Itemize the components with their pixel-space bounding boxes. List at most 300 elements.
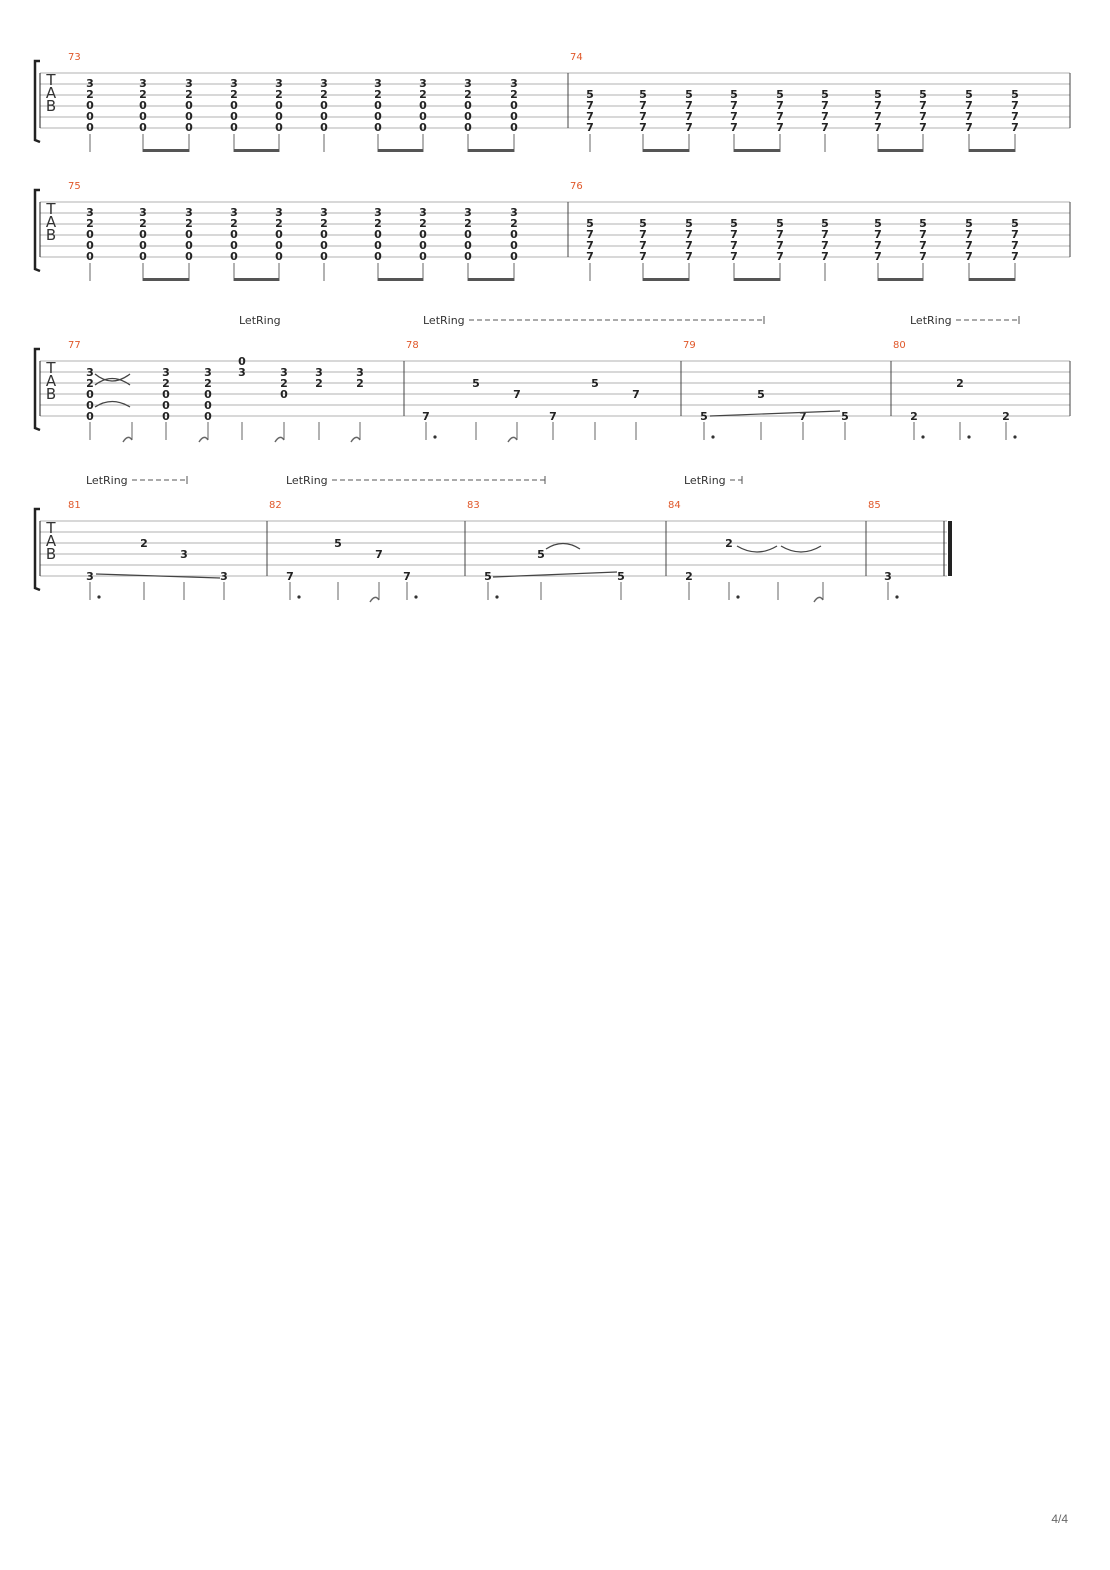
fret-number: 0	[275, 99, 283, 112]
final-barline-thick	[948, 521, 952, 576]
fret-number: 7	[286, 570, 294, 583]
fret-number: 7	[919, 110, 927, 123]
fret-number: 0	[275, 228, 283, 241]
fret-number: 5	[334, 537, 342, 550]
fret-number: 2	[510, 88, 518, 101]
fret-number: 5	[874, 88, 882, 101]
beam	[468, 278, 514, 281]
fret-number: 5	[685, 217, 693, 230]
fret-number: 2	[86, 217, 94, 230]
fret-number: 0	[86, 110, 94, 123]
fret-number: 0	[139, 99, 147, 112]
fret-number: 0	[320, 121, 328, 134]
fret-number: 5	[730, 217, 738, 230]
measure-number: 79	[683, 340, 696, 351]
fret-number: 2	[510, 217, 518, 230]
fret-number: 5	[965, 88, 973, 101]
fret-number: 5	[919, 217, 927, 230]
fret-number: 3	[320, 77, 328, 90]
fret-number: 0	[162, 410, 170, 423]
fret-number: 0	[419, 121, 427, 134]
fret-number: 0	[162, 388, 170, 401]
beam	[878, 278, 923, 281]
duration-dot	[736, 595, 739, 598]
fret-number: 7	[874, 99, 882, 112]
fret-number: 0	[320, 239, 328, 252]
fret-number: 0	[464, 228, 472, 241]
fret-number: 7	[685, 228, 693, 241]
note-flag	[814, 597, 823, 602]
fret-number: 5	[919, 88, 927, 101]
fret-number: 2	[139, 88, 147, 101]
fret-number: 2	[956, 377, 964, 390]
beam	[734, 149, 780, 152]
fret-number: 0	[464, 250, 472, 263]
fret-number: 0	[320, 250, 328, 263]
fret-number: 2	[725, 537, 733, 550]
measure-number: 74	[570, 52, 583, 63]
fret-number: 0	[230, 110, 238, 123]
fret-number: 5	[841, 410, 849, 423]
fret-number: 3	[464, 206, 472, 219]
fret-number: 5	[591, 377, 599, 390]
fret-number: 0	[86, 250, 94, 263]
fret-number: 3	[510, 77, 518, 90]
tab-clef-letter: B	[45, 226, 57, 244]
fret-number: 0	[204, 399, 212, 412]
fret-number: 5	[965, 217, 973, 230]
fret-number: 0	[162, 399, 170, 412]
fret-number: 2	[204, 377, 212, 390]
fret-number: 7	[965, 250, 973, 263]
fret-number: 7	[549, 410, 557, 423]
fret-number: 7	[874, 239, 882, 252]
fret-number: 2	[162, 377, 170, 390]
fret-number: 2	[685, 570, 693, 583]
duration-dot	[711, 435, 714, 438]
fret-number: 3	[280, 366, 288, 379]
fret-number: 7	[685, 121, 693, 134]
tab-clef-letter: A	[45, 532, 57, 550]
fret-number: 3	[230, 77, 238, 90]
fret-number: 0	[86, 399, 94, 412]
fret-number: 7	[422, 410, 430, 423]
fret-number: 2	[230, 88, 238, 101]
tab-clef-letter: T	[46, 519, 56, 537]
beam	[734, 278, 780, 281]
fret-number: 0	[139, 239, 147, 252]
fret-number: 0	[275, 110, 283, 123]
system-bracket	[35, 61, 40, 142]
fret-number: 3	[139, 206, 147, 219]
fret-number: 3	[275, 206, 283, 219]
fret-number: 2	[86, 377, 94, 390]
fret-number: 5	[776, 217, 784, 230]
slide-line	[710, 411, 840, 416]
fret-number: 5	[685, 88, 693, 101]
fret-number: 3	[204, 366, 212, 379]
fret-number: 3	[510, 206, 518, 219]
fret-number: 0	[86, 99, 94, 112]
fret-number: 7	[586, 228, 594, 241]
note-flag	[370, 597, 379, 602]
beam	[234, 149, 279, 152]
fret-number: 7	[1011, 228, 1019, 241]
fret-number: 7	[874, 110, 882, 123]
fret-number: 0	[204, 388, 212, 401]
system-bracket	[35, 349, 40, 430]
fret-number: 5	[537, 548, 545, 561]
tab-system-3	[35, 349, 1070, 442]
letring-label: LetRing	[684, 474, 726, 487]
tie-arc	[95, 374, 130, 381]
fret-number: 7	[776, 110, 784, 123]
fret-number: 5	[874, 217, 882, 230]
fret-number: 0	[275, 239, 283, 252]
fret-number: 3	[884, 570, 892, 583]
fret-number: 7	[874, 121, 882, 134]
fret-number: 2	[140, 537, 148, 550]
letring-label: LetRing	[86, 474, 128, 487]
fret-number: 7	[1011, 110, 1019, 123]
fret-number: 0	[139, 250, 147, 263]
beam	[643, 149, 689, 152]
fret-number: 3	[356, 366, 364, 379]
fret-number: 7	[919, 250, 927, 263]
fret-number: 5	[586, 217, 594, 230]
fret-number: 0	[230, 121, 238, 134]
fret-number: 0	[275, 121, 283, 134]
letring-label: LetRing	[286, 474, 328, 487]
fret-number: 0	[320, 228, 328, 241]
fret-number: 3	[86, 206, 94, 219]
fret-number: 0	[86, 410, 94, 423]
fret-number: 7	[965, 99, 973, 112]
letring-label: LetRing	[239, 314, 281, 327]
fret-number: 5	[639, 217, 647, 230]
beam	[643, 278, 689, 281]
measure-number: 81	[68, 500, 81, 511]
beam	[143, 278, 189, 281]
fret-number: 7	[821, 228, 829, 241]
fret-number: 5	[821, 88, 829, 101]
fret-number: 7	[586, 99, 594, 112]
beam	[969, 149, 1015, 152]
fret-number: 3	[162, 366, 170, 379]
fret-number: 5	[1011, 217, 1019, 230]
fret-number: 5	[639, 88, 647, 101]
fret-number: 0	[510, 250, 518, 263]
fret-number: 2	[1002, 410, 1010, 423]
fret-number: 7	[821, 99, 829, 112]
fret-number: 0	[510, 239, 518, 252]
duration-dot	[967, 435, 970, 438]
fret-number: 5	[730, 88, 738, 101]
fret-number: 3	[230, 206, 238, 219]
note-flag	[199, 437, 208, 442]
measure-number: 73	[68, 52, 81, 63]
tab-clef-letter: B	[45, 385, 57, 403]
fret-number: 7	[639, 121, 647, 134]
tab-clef-letter: A	[45, 213, 57, 231]
tab-clef-letter: B	[45, 545, 57, 563]
fret-number: 7	[821, 250, 829, 263]
fret-number: 0	[510, 110, 518, 123]
fret-number: 5	[821, 217, 829, 230]
fret-number: 2	[275, 88, 283, 101]
fret-number: 0	[185, 239, 193, 252]
fret-number: 7	[919, 99, 927, 112]
fret-number: 2	[315, 377, 323, 390]
note-flag	[275, 437, 284, 442]
fret-number: 7	[586, 121, 594, 134]
fret-number: 3	[275, 77, 283, 90]
duration-dot	[297, 595, 300, 598]
fret-number: 0	[230, 99, 238, 112]
fret-number: 0	[280, 388, 288, 401]
fret-number: 0	[185, 99, 193, 112]
fret-number: 0	[139, 121, 147, 134]
fret-number: 5	[757, 388, 765, 401]
fret-number: 7	[965, 121, 973, 134]
fret-number: 0	[374, 250, 382, 263]
tie-arc	[95, 402, 130, 408]
fret-number: 7	[586, 110, 594, 123]
fret-number: 7	[776, 121, 784, 134]
system-bracket	[35, 509, 40, 590]
fret-number: 7	[685, 250, 693, 263]
fret-number: 7	[919, 228, 927, 241]
fret-number: 0	[230, 239, 238, 252]
beam	[378, 278, 423, 281]
fret-number: 0	[185, 121, 193, 134]
fret-number: 0	[86, 228, 94, 241]
duration-dot	[495, 595, 498, 598]
fret-number: 0	[230, 250, 238, 263]
fret-number: 3	[86, 570, 94, 583]
fret-number: 0	[139, 110, 147, 123]
fret-number: 0	[275, 250, 283, 263]
fret-number: 7	[776, 228, 784, 241]
fret-number: 7	[776, 239, 784, 252]
tab-clef-letter: A	[45, 372, 57, 390]
fret-number: 0	[419, 99, 427, 112]
tab-clef-letter: A	[45, 84, 57, 102]
fret-number: 3	[320, 206, 328, 219]
fret-number: 0	[86, 121, 94, 134]
fret-number: 5	[776, 88, 784, 101]
fret-number: 3	[185, 77, 193, 90]
tab-clef-letter: T	[46, 71, 56, 89]
fret-number: 7	[821, 121, 829, 134]
fret-number: 0	[374, 121, 382, 134]
fret-number: 5	[617, 570, 625, 583]
fret-number: 7	[919, 239, 927, 252]
fret-number: 7	[1011, 250, 1019, 263]
beam	[143, 149, 189, 152]
fret-number: 0	[185, 228, 193, 241]
tie-arc	[737, 546, 777, 552]
fret-number: 7	[965, 239, 973, 252]
measure-number: 77	[68, 340, 81, 351]
fret-number: 2	[419, 88, 427, 101]
fret-number: 2	[275, 217, 283, 230]
fret-number: 7	[821, 110, 829, 123]
fret-number: 7	[965, 110, 973, 123]
tie-arc	[546, 544, 580, 550]
fret-number: 0	[374, 99, 382, 112]
fret-number: 0	[204, 410, 212, 423]
fret-number: 7	[639, 239, 647, 252]
fret-number: 7	[874, 228, 882, 241]
fret-number: 3	[374, 206, 382, 219]
fret-number: 5	[586, 88, 594, 101]
fret-number: 0	[374, 228, 382, 241]
fret-number: 7	[685, 239, 693, 252]
fret-number: 3	[419, 77, 427, 90]
fret-number: 0	[86, 239, 94, 252]
note-flag	[508, 437, 517, 442]
fret-number: 7	[776, 250, 784, 263]
fret-number: 7	[730, 250, 738, 263]
beam	[969, 278, 1015, 281]
system-bracket	[35, 190, 40, 271]
measure-number: 78	[406, 340, 419, 351]
fret-number: 3	[180, 548, 188, 561]
fret-number: 3	[86, 77, 94, 90]
fret-number: 2	[139, 217, 147, 230]
fret-number: 0	[419, 250, 427, 263]
fret-number: 0	[464, 121, 472, 134]
note-flag	[123, 437, 132, 442]
fret-number: 3	[185, 206, 193, 219]
tab-clef-letter: B	[45, 97, 57, 115]
letring-label: LetRing	[423, 314, 465, 327]
fret-number: 2	[320, 88, 328, 101]
fret-number: 0	[230, 228, 238, 241]
tab-system-4	[35, 509, 952, 602]
fret-number: 3	[238, 366, 246, 379]
fret-number: 7	[730, 239, 738, 252]
fret-number: 0	[374, 239, 382, 252]
fret-number: 3	[464, 77, 472, 90]
fret-number: 0	[464, 239, 472, 252]
fret-number: 3	[139, 77, 147, 90]
duration-dot	[433, 435, 436, 438]
fret-number: 2	[280, 377, 288, 390]
fret-number: 7	[874, 250, 882, 263]
fret-number: 7	[1011, 99, 1019, 112]
duration-dot	[97, 595, 100, 598]
beam	[378, 149, 423, 152]
tab-clef-letter: T	[46, 200, 56, 218]
fret-number: 0	[320, 110, 328, 123]
fret-number: 2	[419, 217, 427, 230]
note-flag	[351, 437, 360, 442]
fret-number: 0	[464, 110, 472, 123]
fret-number: 7	[776, 99, 784, 112]
fret-number: 2	[320, 217, 328, 230]
fret-number: 7	[919, 121, 927, 134]
fret-number: 2	[86, 88, 94, 101]
fret-number: 5	[1011, 88, 1019, 101]
fret-number: 0	[320, 99, 328, 112]
page-number: 4/4	[1051, 1512, 1068, 1526]
fret-number: 2	[230, 217, 238, 230]
fret-number: 7	[639, 250, 647, 263]
fret-number: 7	[1011, 121, 1019, 134]
fret-number: 7	[639, 228, 647, 241]
fret-number: 0	[510, 228, 518, 241]
beam	[468, 149, 514, 152]
fret-number: 2	[185, 88, 193, 101]
fret-number: 7	[685, 110, 693, 123]
fret-number: 7	[375, 548, 383, 561]
fret-number: 7	[586, 239, 594, 252]
fret-number: 0	[510, 121, 518, 134]
fret-number: 7	[821, 239, 829, 252]
fret-number: 7	[639, 99, 647, 112]
tie-arc	[95, 379, 130, 386]
fret-number: 7	[639, 110, 647, 123]
measure-number: 83	[467, 500, 480, 511]
fret-number: 7	[632, 388, 640, 401]
fret-number: 0	[238, 355, 246, 368]
fret-number: 0	[86, 388, 94, 401]
fret-number: 0	[419, 228, 427, 241]
measure-number: 85	[868, 500, 881, 511]
fret-number: 7	[730, 228, 738, 241]
duration-dot	[921, 435, 924, 438]
fret-number: 7	[685, 99, 693, 112]
measure-number: 76	[570, 181, 583, 192]
tab-clef-letter: T	[46, 359, 56, 377]
fret-number: 7	[1011, 239, 1019, 252]
fret-number: 0	[185, 250, 193, 263]
fret-number: 7	[799, 410, 807, 423]
fret-number: 0	[374, 110, 382, 123]
measure-number: 82	[269, 500, 282, 511]
fret-number: 3	[86, 366, 94, 379]
fret-number: 2	[185, 217, 193, 230]
fret-number: 7	[965, 228, 973, 241]
duration-dot	[895, 595, 898, 598]
tie-arc	[781, 546, 821, 552]
beam	[878, 149, 923, 152]
fret-number: 5	[700, 410, 708, 423]
fret-number: 2	[356, 377, 364, 390]
fret-number: 5	[484, 570, 492, 583]
fret-number: 2	[464, 217, 472, 230]
fret-number: 3	[419, 206, 427, 219]
beam	[234, 278, 279, 281]
fret-number: 2	[374, 217, 382, 230]
fret-number: 2	[464, 88, 472, 101]
duration-dot	[414, 595, 417, 598]
fret-number: 5	[472, 377, 480, 390]
fret-number: 7	[730, 121, 738, 134]
measure-number: 75	[68, 181, 81, 192]
fret-number: 7	[586, 250, 594, 263]
fret-number: 7	[730, 99, 738, 112]
fret-number: 3	[220, 570, 228, 583]
measure-number: 80	[893, 340, 906, 351]
fret-number: 0	[185, 110, 193, 123]
measure-number: 84	[668, 500, 681, 511]
fret-number: 0	[139, 228, 147, 241]
fret-number: 2	[374, 88, 382, 101]
duration-dot	[1013, 435, 1016, 438]
